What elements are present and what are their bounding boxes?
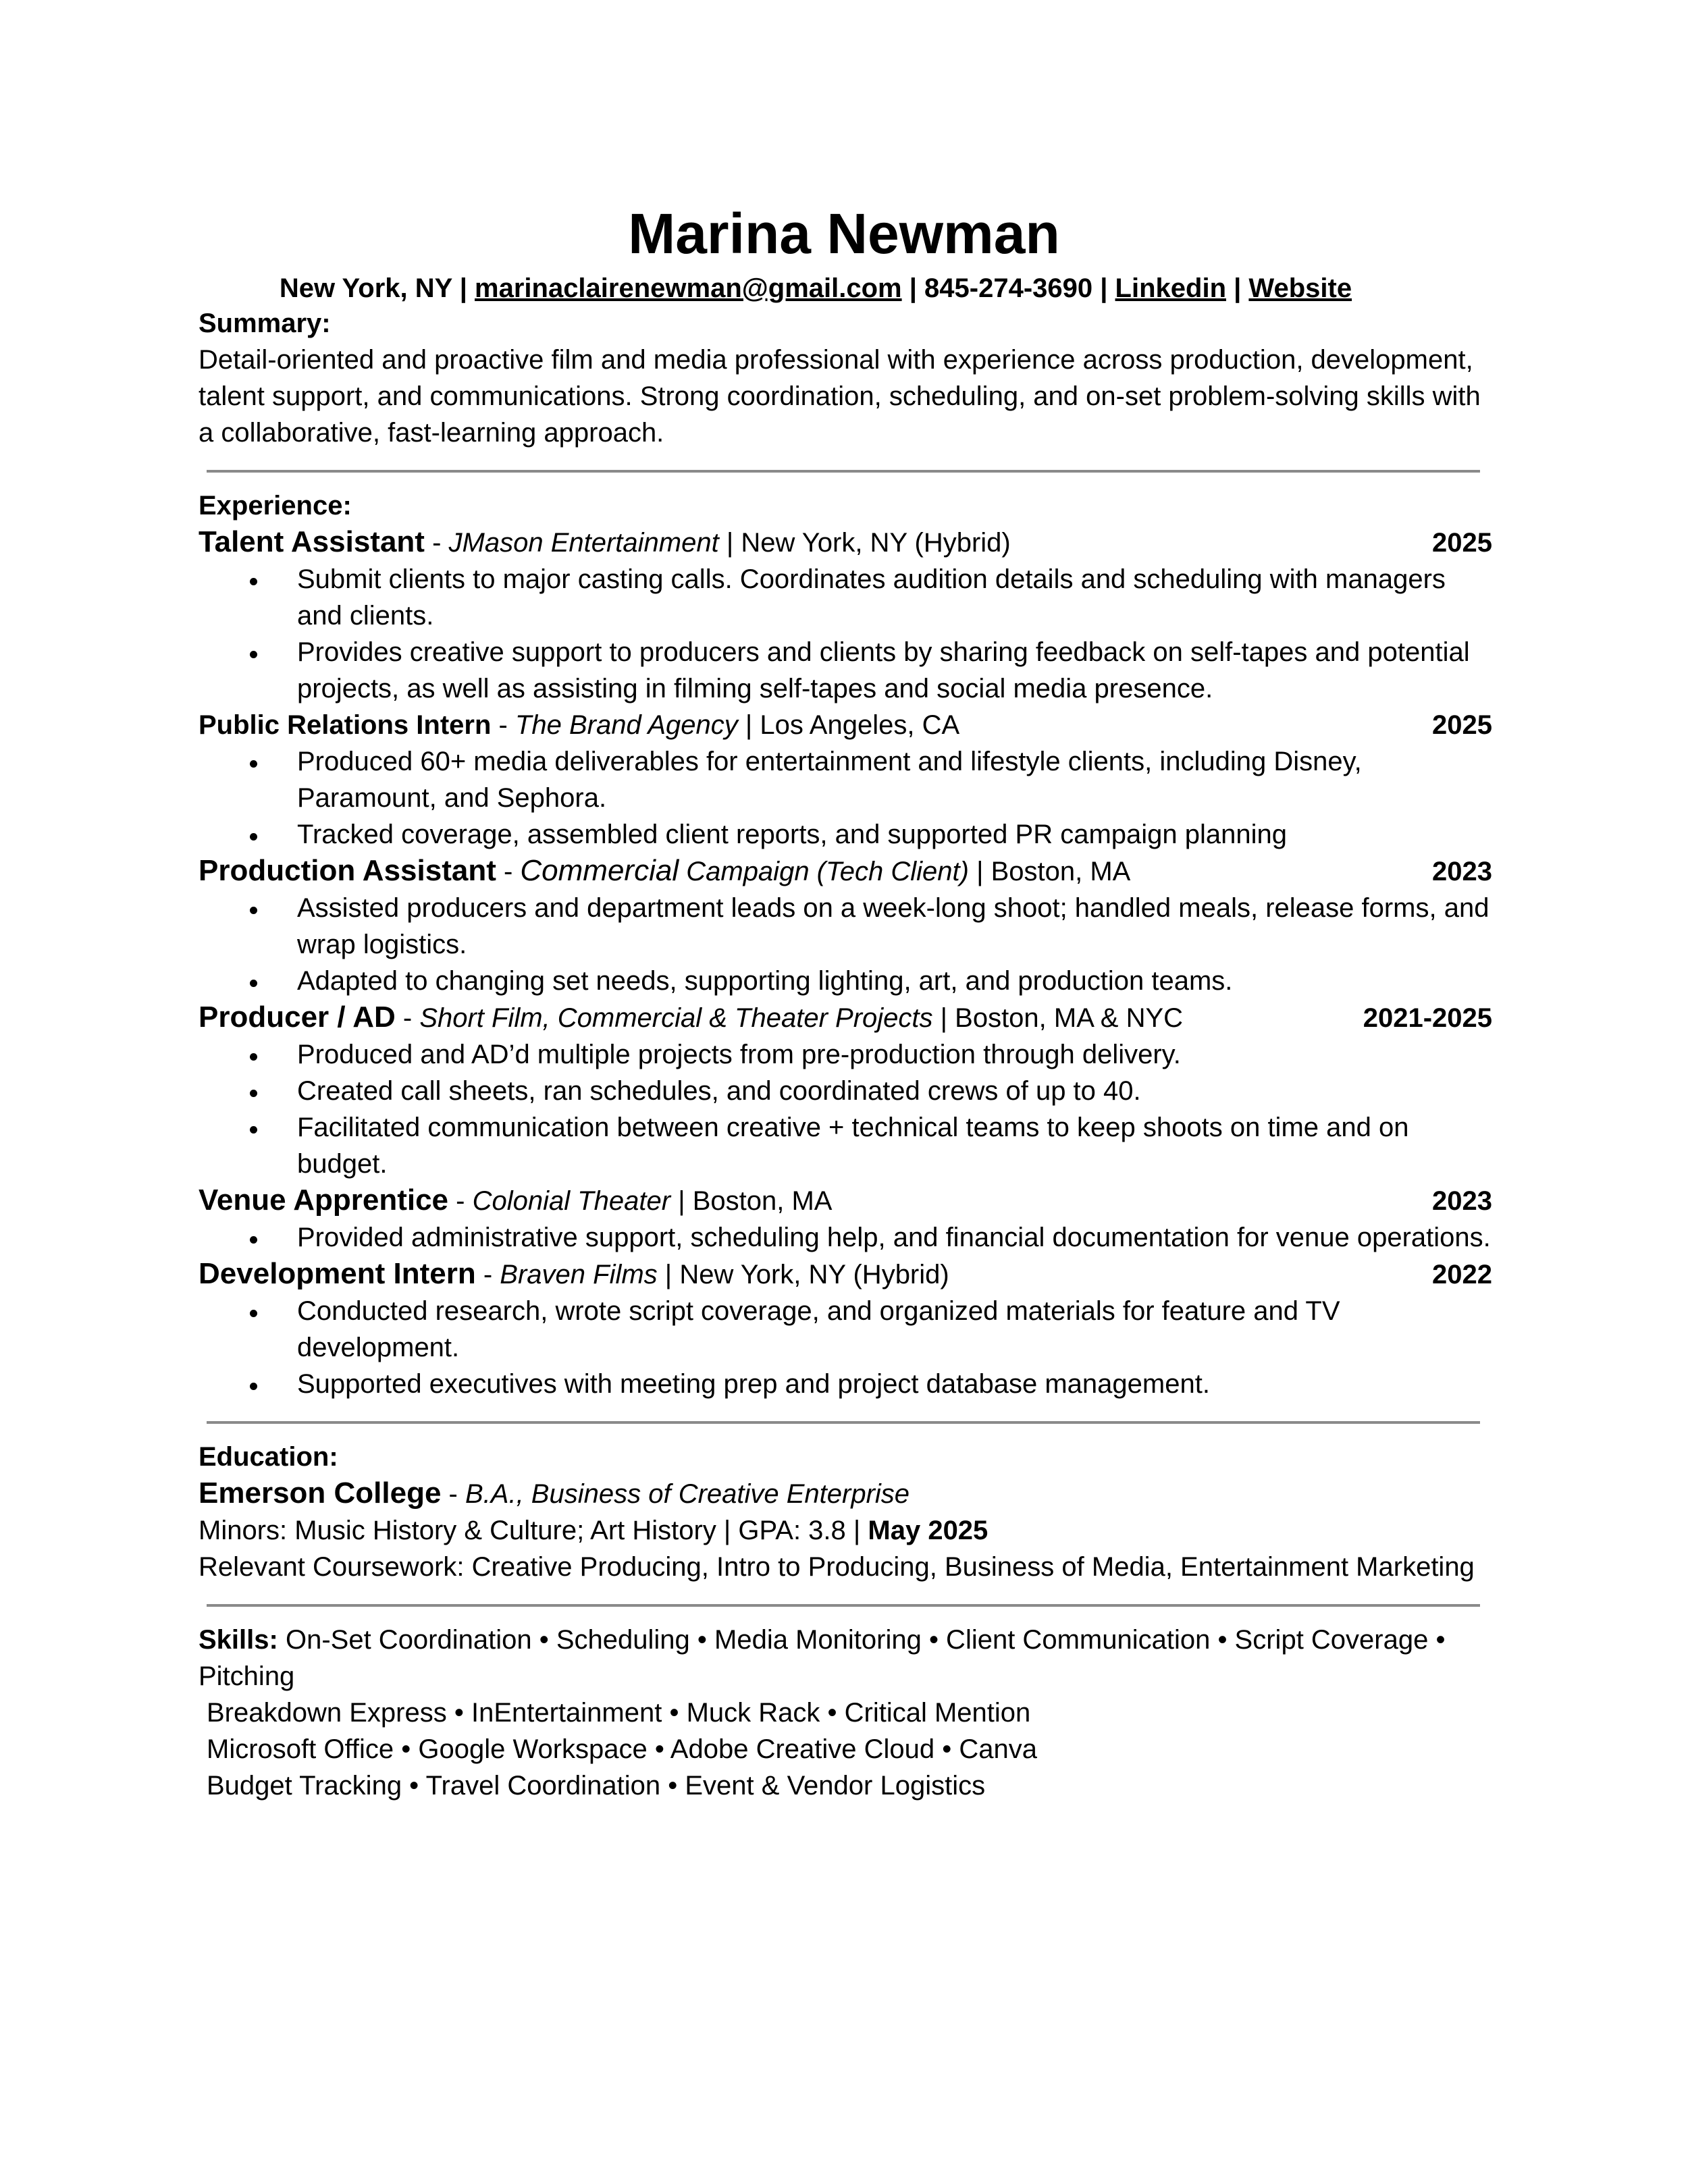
job-title: Talent Assistant [199,525,425,558]
education-school: Emerson College [199,1476,442,1510]
resume-content [199,305,1492,1804]
contact-separator: | [1226,273,1249,303]
job-year: 2025 [1432,710,1492,740]
linkedin-link[interactable]: Linkedin [1115,273,1226,303]
job-bullets [199,1219,1492,1256]
job-entry [199,707,1492,853]
job-location: Boston, MA [692,1186,833,1216]
job-bullet: Assisted producers and department leads on a week-long shoot; handled meals, release forms, and wrap logistics. [297,890,1492,963]
job-company: The Brand Agency [515,710,738,740]
job-bullet: Supported executives with meeting prep and project database management. [297,1366,1492,1402]
job-year: 2023 [1432,857,1492,886]
summary-text: Detail-oriented and proactive film and media professional with experience across production, development, talent support, and communications. Strong coordination, scheduling, and on-set problem-solving skills with a collaborative, fast-learning approach. [199,345,1481,448]
job-company: Braven Films [500,1260,658,1289]
education-date: May 2025 [868,1516,988,1545]
resume-name: Marina Newman [628,202,1060,265]
education-heading: Education: [199,1442,338,1472]
job-bullet: Provides creative support to producers and clients by sharing feedback on self-tapes and potential projects, as well as assisting in filming self-tapes and social media presence. [297,634,1492,707]
job-location: Boston, MA [991,857,1131,886]
job-header: Public Relations Intern - The Brand Agency | Los Angeles, CA 2025 [199,707,1492,743]
divider [207,1604,1480,1607]
job-year: 2023 [1432,1186,1492,1216]
website-link[interactable]: Website [1248,273,1352,303]
job-title: Venue Apprentice [199,1183,449,1217]
job-title: Producer / AD [199,1001,396,1034]
job-header: Talent Assistant - JMason Entertainment | New York, NY (Hybrid) 2025 [199,524,1492,561]
job-entry [199,853,1492,999]
job-location: New York, NY (Hybrid) [741,528,1011,558]
skills-list: On-Set Coordination • Scheduling • Media Monitoring • Client Communication • Script Coverage • Pitching [199,1625,1446,1691]
education-minors-line [199,1512,1492,1549]
job-bullet: Provided administrative support, scheduling help, and financial documentation for venue operations. [297,1219,1492,1256]
job-bullet: Conducted research, wrote script coverage, and organized materials for feature and TV development. [297,1293,1492,1366]
job-bullet: Tracked coverage, assembled client reports, and supported PR campaign planning [297,816,1492,853]
job-header: Production Assistant - Commercial Campaign (Tech Client) | Boston, MA 2023 [199,853,1492,890]
divider [207,470,1480,473]
job-bullets [199,890,1492,999]
contact-separator: | [452,273,475,303]
contact-separator: | [901,273,925,303]
email-link[interactable]: marinaclairenewman@gmail.com [475,273,902,303]
job-company: Short Film, Commercial & Theater Projects [419,1003,933,1033]
job-title: Production Assistant [199,854,496,887]
job-bullet: Produced 60+ media deliverables for entertainment and lifestyle clients, including Disney, Paramount, and Sephora. [297,743,1492,816]
skills-line: Breakdown Express • InEntertainment • Muck Rack • Critical Mention [207,1698,1031,1728]
contact-line [0,270,1688,307]
contact-location: New York, NY [279,273,452,303]
summary-heading: Summary: [199,309,331,338]
job-entry [199,999,1492,1182]
job-bullet: Adapted to changing set needs, supporting lighting, art, and production teams. [297,963,1492,999]
skills-heading: Skills: [199,1625,278,1655]
education-degree: B.A., Business of Creative Enterprise [465,1479,910,1509]
job-year: 2025 [1432,528,1492,558]
job-entry [199,1182,1492,1256]
job-location: New York, NY (Hybrid) [679,1260,949,1289]
contact-separator: | [1092,273,1115,303]
job-location: Los Angeles, CA [760,710,960,740]
job-bullets [199,1293,1492,1402]
education-minors: Minors: Music History & Culture; Art History | GPA: 3.8 | [199,1516,868,1545]
job-year: 2021-2025 [1363,1003,1492,1033]
skills-line: Budget Tracking • Travel Coordination • Event & Vendor Logistics [207,1771,986,1801]
contact-phone: 845-274-3690 [924,273,1093,303]
job-bullets [199,743,1492,853]
job-entry [199,524,1492,707]
job-header: Development Intern - Braven Films | New York, NY (Hybrid) 2022 [199,1256,1492,1293]
job-location: Boston, MA & NYC [955,1003,1184,1033]
job-company: JMason Entertainment [448,528,719,558]
skills-line: Microsoft Office • Google Workspace • Adobe Creative Cloud • Canva [207,1734,1037,1764]
skills-line [199,1622,1492,1695]
job-entry [199,1256,1492,1402]
job-header: Producer / AD - Short Film, Commercial & Theater Projects | Boston, MA & NYC 2021-2025 [199,999,1492,1036]
experience-heading: Experience: [199,491,352,521]
job-bullet: Facilitated communication between creative + technical teams to keep shoots on time and on budget. [297,1109,1492,1182]
job-bullets [199,1036,1492,1182]
job-bullet: Created call sheets, ran schedules, and coordinated crews of up to 40. [297,1073,1492,1109]
job-bullets [199,561,1492,707]
job-title: Development Intern [199,1257,476,1290]
job-header: Venue Apprentice - Colonial Theater | Boston, MA 2023 [199,1182,1492,1219]
job-year: 2022 [1432,1260,1492,1289]
education-school-line: Emerson College - B.A., Business of Creative Enterprise [199,1476,910,1510]
education-coursework: Relevant Coursework: Creative Producing, Intro to Producing, Business of Media, Entertainment Marketing [199,1552,1475,1582]
divider [207,1421,1480,1424]
job-bullet: Produced and AD’d multiple projects from pre-production through delivery. [297,1036,1492,1073]
job-title: Public Relations Intern [199,710,492,740]
job-bullet: Submit clients to major casting calls. Coordinates audition details and scheduling with managers and clients. [297,561,1492,634]
job-company-lead: Commercial [520,854,679,887]
job-company: Colonial Theater [472,1186,671,1216]
job-company: Campaign (Tech Client) [686,857,969,886]
